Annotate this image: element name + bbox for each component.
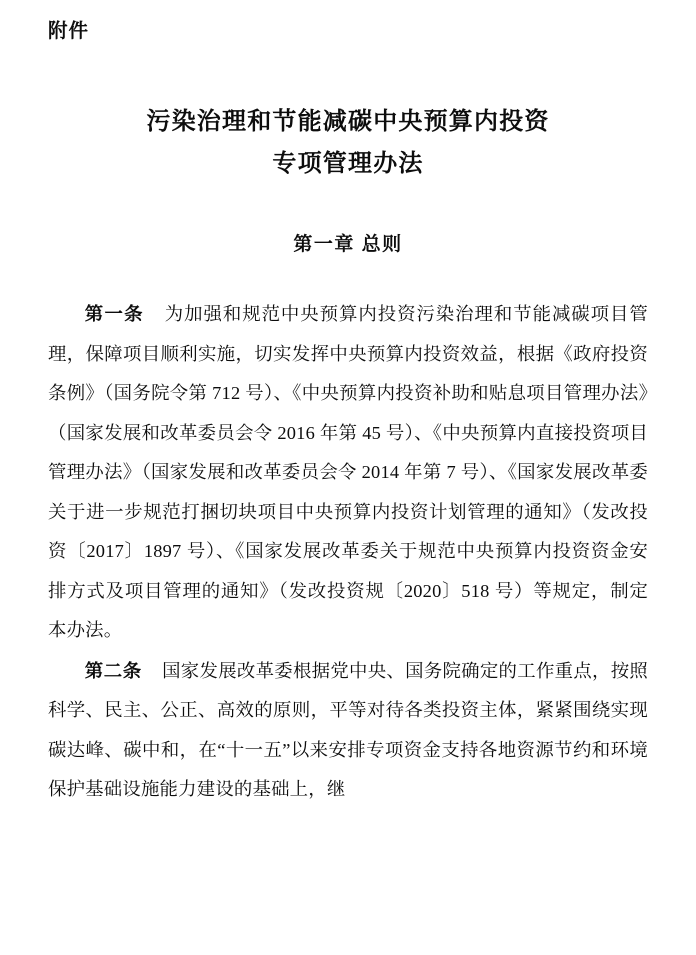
document-title-line-1: 污染治理和节能减碳中央预算内投资 — [146, 108, 550, 136]
document-title — [48, 101, 648, 185]
document-title-line-2: 专项管理办法 — [272, 150, 424, 178]
article-body-text: 为加强和规范中央预算内投资污染治理和节能减碳项目管理，保障项目顺利实施，切实发挥中央预算内投资效益，根据《政府投资条例》（国务院令第 712 号）、《中央预算内投资补助和贴息项目管理办法》（国家发展和改革委员会令 2016 年第 45 号）、《中央预算内直接投资项目管理办法》（国家发展和改革委员会令 2014 年第 7 号）、《国家发展改革委关于进一步规范打捆切块项目中央预算内投资计划管理的通知》（发改投资〔2017〕1897 号）、《国家发展改革委关于规范中央预算内投资资金安排方式及项目管理的通知》（发改投资规〔2020〕518 号）等规定，制定本办法。 — [48, 304, 648, 641]
article-lead-label: 第一条 — [84, 303, 144, 325]
article-body-text: 国家发展改革委根据党中央、国务院确定的工作重点，按照科学、民主、公正、高效的原则，平等对待各类投资主体，紧紧围绕实现碳达峰、碳中和，在“十一五”以来安排专项资金支持各地资源节约和环境保护基础设施能力建设的基础上，继 — [48, 660, 648, 800]
article-lead-label: 第二条 — [84, 659, 142, 681]
article-paragraph — [48, 294, 648, 651]
chapter-heading: 第一章 总则 — [293, 234, 403, 256]
attachment-label: 附件 — [48, 20, 90, 42]
document-body — [48, 294, 648, 810]
article-paragraph — [48, 651, 648, 810]
